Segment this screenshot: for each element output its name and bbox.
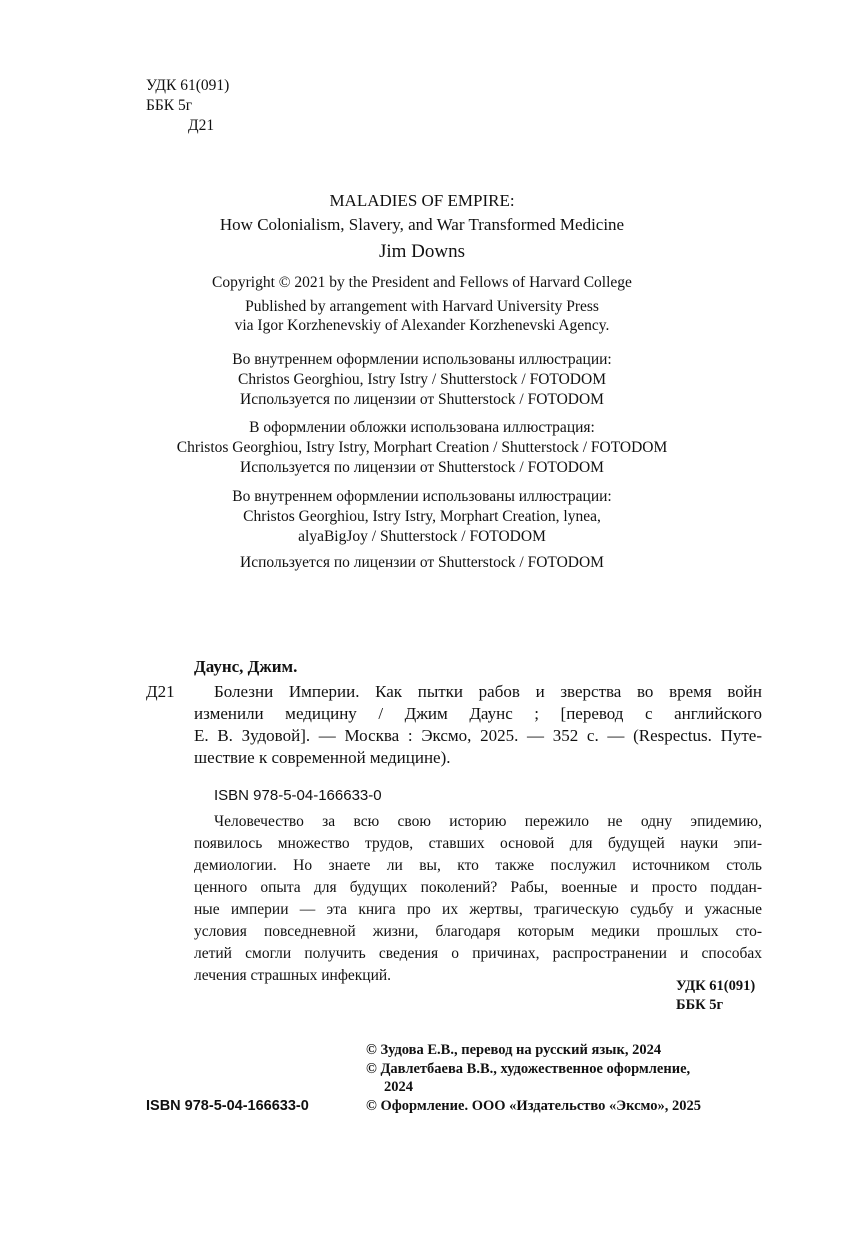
published-line1: Published by arrangement with Harvard University Press [245, 298, 599, 315]
cover-credit-line: Christos Georghiou, Istry Istry, Morphart Creation / Shutterstock / FOTODOM [176, 439, 668, 456]
udk-bottom: УДК 61(091) [676, 978, 756, 994]
copyright-design: © Давлетбаева В.В., художественное оформление, [366, 1061, 691, 1077]
isbn-bottom: ISBN 978-5-04-166633-0 [146, 1098, 309, 1114]
bibliography-line: шествие к современной медицине). [194, 748, 451, 767]
isbn-line: ISBN 978-5-04-166633-0 [214, 787, 382, 804]
illustration-credit-line: Во внутреннем оформлении использованы иллюстрации: [232, 351, 612, 368]
annotation-line: ные империи — эта книга про их жертвы, трагическую судьбу и ужасные [194, 901, 762, 918]
annotation-line: демиологии. Но знаете ли вы, кто также послужил источником столь [194, 857, 762, 874]
annotation-line: летий смогли получить сведения о причинах, распространении и способах [194, 945, 762, 962]
illustration-credit-line: Christos Georghiou, Istry Istry / Shutterstock / FOTODOM [238, 371, 606, 388]
illustration-credit-line: Используется по лицензии от Shutterstock / FOTODOM [240, 554, 604, 571]
annotation-line: появилось множество трудов, ставших основой для будущей науки эпи- [194, 835, 762, 852]
illustration-credit-line: alyaBigJoy / Shutterstock / FOTODOM [298, 528, 546, 545]
illustration-credit-line: Christos Georghiou, Istry Istry, Morphart Creation, lynea, [243, 508, 601, 525]
copyright-publisher: © Оформление. ООО «Издательство «Эксмо», 2025 [366, 1098, 701, 1114]
cover-credit-line: Используется по лицензии от Shutterstock / FOTODOM [240, 459, 604, 476]
illustration-credit-line: Используется по лицензии от Shutterstock / FOTODOM [240, 391, 604, 408]
copyright-line: Copyright © 2021 by the President and Fellows of Harvard College [212, 274, 632, 291]
bbk-code: ББК 5г [146, 97, 193, 114]
author-mark: Д21 [188, 117, 215, 134]
annotation-line: лечения страшных инфекций. [194, 967, 392, 984]
illustration-credit-line: Во внутреннем оформлении использованы иллюстрации: [232, 488, 612, 505]
bibliography-line: изменили медицину / Джим Даунс ; [перевод с английского [194, 704, 762, 723]
cover-credit-line: В оформлении обложки использована иллюстрация: [249, 419, 595, 436]
bibliography-line: Болезни Империи. Как пытки рабов и зверства во время войн [214, 682, 762, 701]
annotation-line: ценного опыта для будущих поколений? Рабы, военные и просто поддан- [194, 879, 762, 896]
bibliography-code: Д21 [146, 682, 175, 701]
original-title-line2: How Colonialism, Slavery, and War Transformed Medicine [219, 215, 625, 234]
original-title-line1: MALADIES OF EMPIRE: [329, 191, 515, 210]
copyright-design-year: 2024 [384, 1079, 413, 1095]
udk-code: УДК 61(091) [146, 77, 230, 94]
bibliography-heading: Даунс, Джим. [194, 657, 298, 676]
annotation-line: условия повседневной жизни, благодаря которым медики прошлых сто- [194, 923, 762, 940]
annotation-line: Человечество за всю свою историю пережило не одну эпидемию, [214, 813, 762, 830]
published-line2: via Igor Korzhenevskiy of Alexander Korzhenevski Agency. [234, 317, 610, 334]
bbk-bottom: ББК 5г [676, 997, 724, 1013]
copyright-translation: © Зудова Е.В., перевод на русский язык, 2024 [366, 1042, 662, 1058]
bibliography-line: Е. В. Зудовой]. — Москва : Эксмо, 2025. — 352 с. — (Respectus. Путе- [194, 726, 762, 745]
original-author: Jim Downs [378, 241, 466, 262]
